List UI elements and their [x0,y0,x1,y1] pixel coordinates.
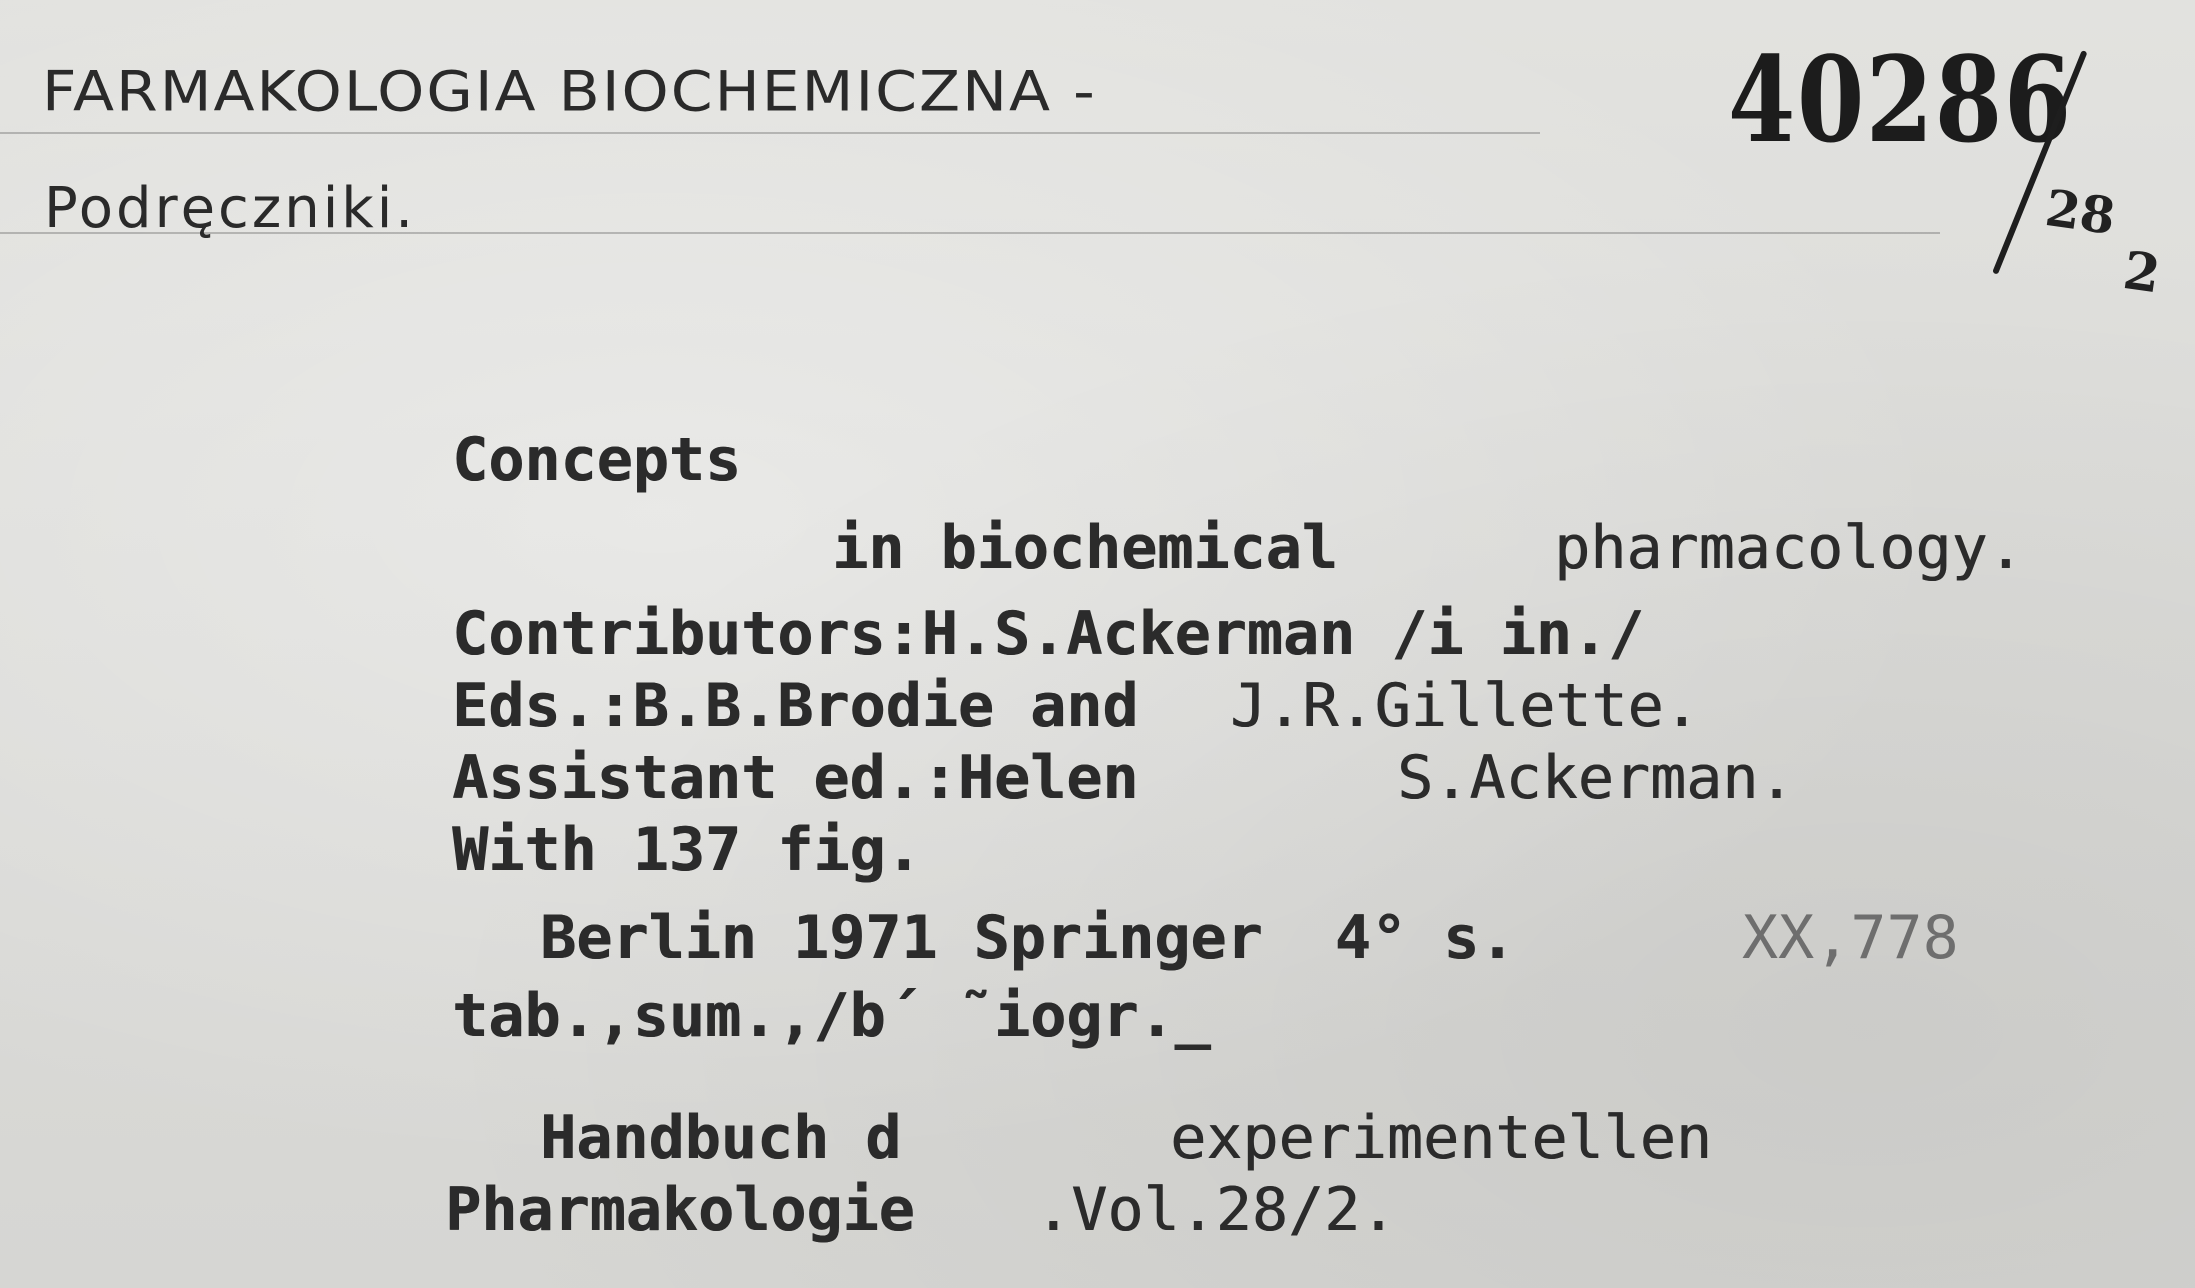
subject-heading: FARMAKOLOGIA BIOCHEMICZNA - [42,60,1097,125]
title-line-2: in biochemical [832,513,1338,583]
series-line-2-end: .Vol.28/2. [1035,1175,1397,1245]
volume-number-bottom: 2 [2119,240,2164,306]
assistant-editor-line: Assistant ed.:Helen [452,743,1139,813]
assistant-editor-line-end: S.Ackerman. [1397,743,1795,813]
publication-line: Berlin 1971 Springer 4° s. [540,903,1516,973]
ruled-line [0,132,1540,134]
accession-number: 40286 [1728,30,2073,169]
series-line-1-end: experimentellen [1170,1103,1712,1173]
publication-line-end: XX,778 [1742,903,1959,973]
editors-line-end: J.R.Gillette. [1230,671,1700,741]
figures-line: With 137 fig. [452,815,922,885]
editors-line: Eds.:B.B.Brodie and [452,671,1139,741]
contributors-line: Contributors:H.S.Ackerman /i in./ [452,599,1645,669]
title-line-1: Concepts [452,425,741,495]
volume-number-top: 28 [2041,178,2119,247]
series-line-2: Pharmakologie [445,1175,915,1245]
title-line-2-end: pharmacology. [1554,513,2024,583]
series-line-1: Handbuch d [540,1103,902,1173]
extent-line: tab.,sum.,/b´ ˜iogr._ [452,981,1211,1051]
subject-subheading: Podręczniki. [44,176,417,241]
